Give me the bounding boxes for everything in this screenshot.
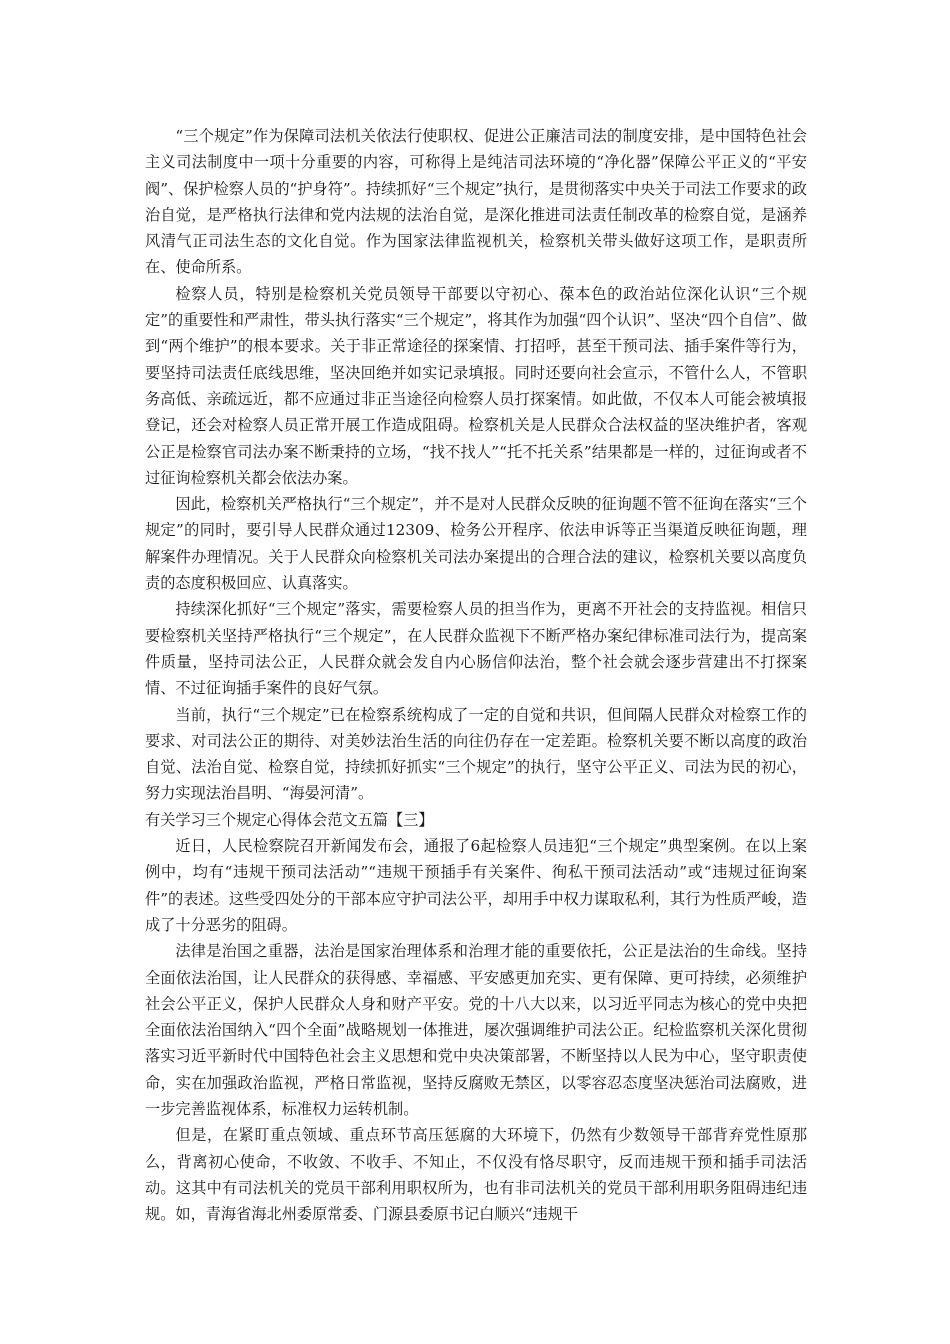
paragraph-5: 当前，执行“三个规定”已在检察系统构成了一定的自觉和共识，但间隔人民群众对检察工作的要求、对司法公正的期待、对美妙法治生活的向往仍存在一定差距。检察机关要不断以高度的政治自觉、法治自觉、检察自觉，持续抓好抓实“三个规定”的执行，坚守公平正义、司法为民的初心，努力实现法治昌明、“海晏河清”。 <box>145 705 807 803</box>
section-heading: 有关学习三个规定心得体会范文五篇【三】 <box>145 810 434 829</box>
paragraph-3: 因此，检察机关严格执行“三个规定”，并不是对人民群众反映的征询题不管不征询在落实“三个规定”的同时，要引导人民群众通过12309、检务公开程序、依法申诉等正当渠道反映征询题，理解案件办理情况。关于人民群众向检察机关司法办案提出的合理合法的建议，检察机关要以高度负责的态度积极回应、认真落实。 <box>145 495 807 593</box>
paragraph-8: 但是，在紧盯重点领域、重点环节高压惩腐的大环境下，仍然有少数领导干部背弃党性原那么，背离初心使命，不收敛、不收手、不知止，不仅没有恪尽职守，反而违规干预和插手司法活动。这其中有司法机关的党员干部利用职权所为，也有非司法机关的党员干部利用职务阻碍违纪违规。如，青海省海北州委原常委、门源县委原书记白顺兴“违规干 <box>145 1126 807 1224</box>
paragraph-7: 法律是治国之重器，法治是国家治理体系和治理才能的重要依托，公正是法治的生命线。坚持全面依法治国，让人民群众的获得感、幸福感、平安感更加充实、更有保障、更可持续，必须维护社会公平正义，保护人民群众人身和财产平安。党的十八大以来，以习近平同志为核心的党中央把全面依法治国纳入“四个全面”战略规划一体推进，屡次强调维护司法公正。纪检监察机关深化贯彻落实习近平新时代中国特色社会主义思想和党中央决策部署，不断坚持以人民为中心，坚守职责使命，实在加强政治监视，严格日常监视，坚持反腐败无禁区，以零容忍态度坚决惩治司法腐败，进一步完善监视体系，标准权力运转机制。 <box>145 942 807 1118</box>
document-body <box>145 123 807 1227</box>
paragraph-1: “三个规定”作为保障司法机关依法行使职权、促进公正廉洁司法的制度安排，是中国特色社会主义司法制度中一项十分重要的内容，可称得上是纯洁司法环境的“净化器”保障公平正义的“平安阀”、保护检察人员的“护身符”。持续抓好“三个规定”执行，是贯彻落实中央关于司法工作要求的政治自觉，是严格执行法律和党内法规的法治自觉，是深化推进司法责任制改革的检察自觉，是涵养风清气正司法生态的文化自觉。作为国家法律监视机关，检察机关带头做好这项工作，是职责所在、使命所系。 <box>145 127 807 277</box>
paragraph-6: 近日，人民检察院召开新闻发布会，通报了6起检察人员违犯“三个规定”典型案例。在以上案例中，均有“违规干预司法活动”“违规干预插手有关案件、徇私干预司法活动”或“违规过征询案件”的表述。这些受四处分的干部本应守护司法公平，却用手中权力谋取私利，其行为性质严峻，造成了十分恶劣的阻碍。 <box>145 837 807 934</box>
paragraph-2: 检察人员，特别是检察机关党员领导干部要以守初心、葆本色的政治站位深化认识“三个规定”的重要性和严肃性，带头执行落实“三个规定”，将其作为加强“四个认识”、坚决“四个自信”、做到“两个维护”的根本要求。关于非正常途径的探案情、打招呼，甚至干预司法、插手案件等行为，要坚持司法责任底线思维，坚决回绝并如实记录填报。同时还要向社会宣示，不管什么人，不管职务高低、亲疏远近，都不应通过非正当途径向检察人员打探案情。如此做，不仅本人可能会被填报登记，还会对检察人员正常开展工作造成阻碍。检察机关是人民群众合法权益的坚决维护者，客观公正是检察官司法办案不断秉持的立场，“找不找人”“托不托关系”结果都是一样的，过征询或者不过征询检察机关都会依法办案。 <box>145 284 807 487</box>
paragraph-4: 持续深化抓好“三个规定”落实，需要检察人员的担当作为，更离不开社会的支持监视。相信只要检察机关坚持严格执行“三个规定”，在人民群众监视下不断严格办案纪律标准司法行为，提高案件质量，坚持司法公正，人民群众就会发自内心肠信仰法治，整个社会就会逐步营建出不打探案情、不过征询插手案件的良好气氛。 <box>145 600 807 698</box>
